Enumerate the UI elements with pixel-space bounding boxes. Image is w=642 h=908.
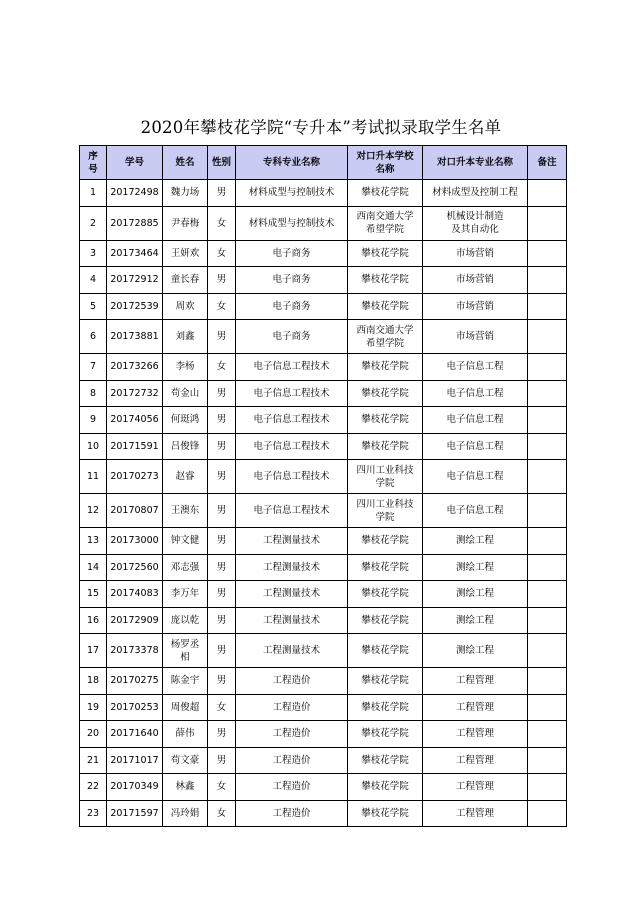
cell-serial: 18 [80,668,107,695]
cell-name: 冯玲娟 [163,800,208,827]
cell-target-major: 工程管理 [423,774,528,801]
cell-target-major: 市场营销 [423,293,528,320]
cell-college-major: 工程测量技术 [236,607,348,634]
cell-name: 林鑫 [163,774,208,801]
cell-serial: 3 [80,240,107,267]
cell-note [528,634,567,668]
cell-gender: 男 [208,581,236,608]
cell-target-major: 工程管理 [423,800,528,827]
page-title: 2020年攀枝花学院“专升本”考试拟录取学生名单 [140,118,502,137]
cell-note [528,581,567,608]
table-row [80,581,567,608]
cell-target-school: 西南交通大学 希望学院 [348,320,423,354]
cell-student-id: 20171017 [107,747,163,774]
cell-student-id: 20172732 [107,380,163,407]
cell-college-major: 工程造价 [236,800,348,827]
cell-note [528,433,567,460]
cell-target-major: 电子信息工程 [423,407,528,434]
cell-name: 庞以乾 [163,607,208,634]
cell-target-major: 市场营销 [423,267,528,294]
cell-gender: 女 [208,800,236,827]
cell-college-major: 电子信息工程技术 [236,380,348,407]
cell-name: 李万年 [163,581,208,608]
cell-student-id: 20171597 [107,800,163,827]
cell-target-major: 机械设计制造 及其自动化 [423,206,528,240]
cell-gender: 男 [208,320,236,354]
cell-target-school: 西南交通大学 希望学院 [348,206,423,240]
table-row [80,354,567,381]
cell-serial: 13 [80,528,107,555]
table-row [80,721,567,748]
cell-target-school: 攀枝花学院 [348,634,423,668]
cell-serial: 17 [80,634,107,668]
cell-target-school: 攀枝花学院 [348,354,423,381]
cell-note [528,494,567,528]
cell-college-major: 电子信息工程技术 [236,407,348,434]
cell-note [528,774,567,801]
cell-serial: 22 [80,774,107,801]
cell-note [528,267,567,294]
cell-gender: 女 [208,206,236,240]
cell-gender: 女 [208,694,236,721]
cell-target-major: 测绘工程 [423,528,528,555]
cell-note [528,747,567,774]
cell-target-major: 市场营销 [423,320,528,354]
cell-gender: 女 [208,354,236,381]
table-row [80,407,567,434]
cell-gender: 男 [208,267,236,294]
cell-target-school: 攀枝花学院 [348,528,423,555]
cell-gender: 男 [208,180,236,207]
table-row [80,180,567,207]
cell-name: 周俊超 [163,694,208,721]
cell-target-school: 攀枝花学院 [348,694,423,721]
cell-target-school: 攀枝花学院 [348,800,423,827]
cell-note [528,460,567,494]
cell-target-major: 电子信息工程 [423,433,528,460]
table-row [80,634,567,668]
table-row [80,554,567,581]
admission-table [79,145,567,827]
cell-target-school: 攀枝花学院 [348,774,423,801]
cell-target-school: 四川工业科技 学院 [348,460,423,494]
cell-college-major: 电子商务 [236,320,348,354]
table-body [80,180,567,827]
table-row [80,320,567,354]
cell-note [528,293,567,320]
cell-student-id: 20173464 [107,240,163,267]
header-college-major: 专科专业名称 [236,146,348,180]
cell-name: 何珽鸿 [163,407,208,434]
cell-college-major: 工程造价 [236,774,348,801]
cell-serial: 1 [80,180,107,207]
table-row [80,668,567,695]
cell-name: 童长春 [163,267,208,294]
cell-student-id: 20170253 [107,694,163,721]
cell-college-major: 电子商务 [236,240,348,267]
cell-target-school: 攀枝花学院 [348,433,423,460]
header-student-id: 学号 [107,146,163,180]
cell-student-id: 20173881 [107,320,163,354]
cell-serial: 7 [80,354,107,381]
cell-name: 刘鑫 [163,320,208,354]
cell-serial: 14 [80,554,107,581]
cell-note [528,668,567,695]
cell-serial: 23 [80,800,107,827]
cell-target-school: 攀枝花学院 [348,180,423,207]
header-target-major: 对口升本专业名称 [423,146,528,180]
table-row [80,380,567,407]
cell-gender: 男 [208,380,236,407]
cell-student-id: 20170275 [107,668,163,695]
cell-gender: 男 [208,634,236,668]
cell-gender: 男 [208,607,236,634]
cell-name: 苟文豪 [163,747,208,774]
cell-note [528,694,567,721]
cell-college-major: 工程造价 [236,694,348,721]
cell-name: 周欢 [163,293,208,320]
cell-college-major: 电子信息工程技术 [236,433,348,460]
cell-serial: 15 [80,581,107,608]
cell-serial: 10 [80,433,107,460]
cell-note [528,607,567,634]
cell-name: 王澳东 [163,494,208,528]
cell-target-school: 攀枝花学院 [348,581,423,608]
cell-target-major: 测绘工程 [423,581,528,608]
cell-serial: 20 [80,721,107,748]
header-gender: 性别 [208,146,236,180]
cell-student-id: 20172539 [107,293,163,320]
cell-college-major: 电子商务 [236,293,348,320]
cell-college-major: 工程测量技术 [236,581,348,608]
cell-target-major: 测绘工程 [423,554,528,581]
cell-target-major: 工程管理 [423,721,528,748]
cell-target-school: 攀枝花学院 [348,293,423,320]
cell-student-id: 20174056 [107,407,163,434]
cell-target-major: 电子信息工程 [423,380,528,407]
cell-gender: 男 [208,668,236,695]
cell-student-id: 20172498 [107,180,163,207]
cell-college-major: 材料成型与控制技术 [236,180,348,207]
table-row [80,494,567,528]
cell-student-id: 20173000 [107,528,163,555]
cell-target-major: 工程管理 [423,747,528,774]
header-target-school: 对口升本学校 名称 [348,146,423,180]
cell-note [528,721,567,748]
cell-name: 苟金山 [163,380,208,407]
cell-target-major: 电子信息工程 [423,460,528,494]
cell-target-school: 攀枝花学院 [348,607,423,634]
cell-gender: 男 [208,494,236,528]
table-row [80,460,567,494]
cell-name: 尹春梅 [163,206,208,240]
cell-target-school: 攀枝花学院 [348,668,423,695]
table-row [80,293,567,320]
cell-name: 陈金宇 [163,668,208,695]
cell-note [528,320,567,354]
cell-target-school: 攀枝花学院 [348,380,423,407]
cell-serial: 6 [80,320,107,354]
cell-student-id: 20172912 [107,267,163,294]
cell-note [528,354,567,381]
cell-student-id: 20170807 [107,494,163,528]
table-row [80,528,567,555]
cell-college-major: 工程测量技术 [236,634,348,668]
table-row [80,607,567,634]
table-row [80,433,567,460]
cell-student-id: 20172560 [107,554,163,581]
cell-serial: 16 [80,607,107,634]
cell-name: 杨罗丞 相 [163,634,208,668]
cell-name: 钟文健 [163,528,208,555]
cell-serial: 21 [80,747,107,774]
cell-serial: 19 [80,694,107,721]
cell-target-major: 电子信息工程 [423,494,528,528]
cell-serial: 12 [80,494,107,528]
cell-student-id: 20174083 [107,581,163,608]
cell-name: 邓志强 [163,554,208,581]
cell-gender: 男 [208,721,236,748]
cell-note [528,180,567,207]
cell-target-major: 市场营销 [423,240,528,267]
cell-student-id: 20171591 [107,433,163,460]
cell-college-major: 材料成型与控制技术 [236,206,348,240]
cell-college-major: 工程造价 [236,668,348,695]
cell-name: 薛伟 [163,721,208,748]
cell-serial: 8 [80,380,107,407]
table-row [80,240,567,267]
cell-note [528,240,567,267]
cell-name: 王妍欢 [163,240,208,267]
table-row [80,267,567,294]
cell-serial: 4 [80,267,107,294]
cell-gender: 男 [208,433,236,460]
header-note: 备注 [528,146,567,180]
header-name: 姓名 [163,146,208,180]
cell-college-major: 工程造价 [236,747,348,774]
cell-student-id: 20171640 [107,721,163,748]
cell-student-id: 20173378 [107,634,163,668]
cell-note [528,206,567,240]
cell-college-major: 电子信息工程技术 [236,354,348,381]
cell-note [528,407,567,434]
cell-gender: 男 [208,528,236,555]
cell-gender: 女 [208,293,236,320]
cell-note [528,800,567,827]
cell-gender: 男 [208,460,236,494]
table-row [80,747,567,774]
cell-gender: 女 [208,240,236,267]
table-row [80,774,567,801]
cell-target-major: 工程管理 [423,668,528,695]
cell-student-id: 20170273 [107,460,163,494]
cell-name: 吕俊锋 [163,433,208,460]
cell-gender: 男 [208,747,236,774]
cell-name: 魏力场 [163,180,208,207]
cell-gender: 男 [208,407,236,434]
cell-target-school: 攀枝花学院 [348,721,423,748]
cell-target-major: 电子信息工程 [423,354,528,381]
cell-note [528,528,567,555]
cell-college-major: 电子信息工程技术 [236,494,348,528]
cell-name: 赵睿 [163,460,208,494]
cell-college-major: 工程测量技术 [236,554,348,581]
cell-target-school: 攀枝花学院 [348,240,423,267]
cell-student-id: 20172909 [107,607,163,634]
table-row [80,206,567,240]
cell-note [528,380,567,407]
cell-serial: 5 [80,293,107,320]
cell-target-school: 攀枝花学院 [348,747,423,774]
cell-serial: 11 [80,460,107,494]
cell-target-school: 四川工业科技 学院 [348,494,423,528]
header-serial: 序 号 [80,146,107,180]
cell-target-major: 材料成型及控制工程 [423,180,528,207]
cell-gender: 男 [208,554,236,581]
cell-target-major: 测绘工程 [423,607,528,634]
cell-target-major: 工程管理 [423,694,528,721]
cell-gender: 女 [208,774,236,801]
cell-college-major: 工程测量技术 [236,528,348,555]
cell-target-school: 攀枝花学院 [348,267,423,294]
cell-target-school: 攀枝花学院 [348,554,423,581]
cell-student-id: 20173266 [107,354,163,381]
table-row [80,800,567,827]
cell-note [528,554,567,581]
cell-student-id: 20170349 [107,774,163,801]
cell-serial: 2 [80,206,107,240]
cell-name: 李杨 [163,354,208,381]
cell-target-major: 测绘工程 [423,634,528,668]
table-header-row [80,146,567,180]
cell-college-major: 电子商务 [236,267,348,294]
cell-student-id: 20172885 [107,206,163,240]
cell-college-major: 电子信息工程技术 [236,460,348,494]
cell-serial: 9 [80,407,107,434]
cell-college-major: 工程造价 [236,721,348,748]
table-row [80,694,567,721]
cell-target-school: 攀枝花学院 [348,407,423,434]
